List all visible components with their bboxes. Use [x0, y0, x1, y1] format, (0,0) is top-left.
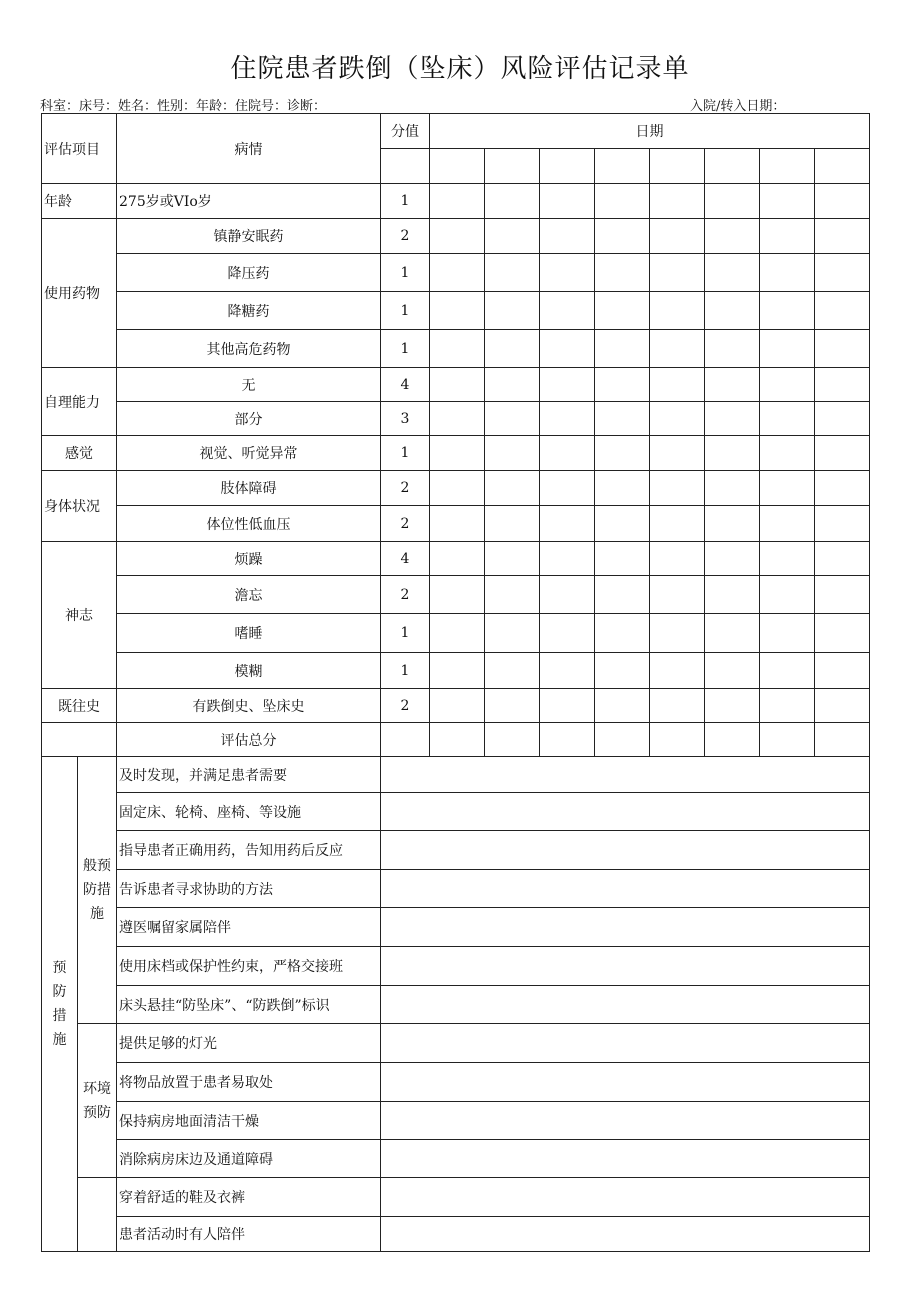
measure-row — [42, 1102, 870, 1140]
row-label: 模糊 — [117, 653, 381, 689]
date-cell[interactable] — [595, 149, 650, 184]
row-score: 1 — [381, 330, 430, 368]
row-agitation — [42, 542, 870, 576]
category-history: 既往史 — [42, 689, 117, 723]
row-score: 4 — [381, 542, 430, 576]
measure-row — [42, 1140, 870, 1178]
category-mind: 神志 — [42, 542, 117, 689]
row-label: 烦躁 — [117, 542, 381, 576]
row-label: 降糖药 — [117, 292, 381, 330]
date-cell[interactable] — [815, 149, 870, 184]
measure-label: 遵医嘱留家属陪伴 — [117, 908, 381, 947]
total-score-label: 评估总分 — [117, 723, 381, 757]
row-score: 2 — [381, 471, 430, 506]
measure-row — [42, 908, 870, 947]
row-label: 无 — [117, 368, 381, 402]
row-score: 1 — [381, 184, 430, 219]
row-score: 2 — [381, 689, 430, 723]
row-label: 275岁或VIo岁 — [117, 184, 381, 219]
row-limb — [42, 471, 870, 506]
measure-row — [42, 986, 870, 1024]
row-label: 镇静安眠药 — [117, 219, 381, 254]
measure-label: 患者活动时有人陪伴 — [117, 1217, 381, 1252]
category-body: 身体状况 — [42, 471, 117, 542]
row-score: 1 — [381, 653, 430, 689]
row-label: 澹忘 — [117, 576, 381, 614]
row-score: 2 — [381, 506, 430, 542]
measure-label: 提供足够的灯光 — [117, 1024, 381, 1063]
row-score: 2 — [381, 576, 430, 614]
date-cell[interactable] — [705, 149, 760, 184]
row-hypoglycemic — [42, 292, 870, 330]
category-sense: 感觉 — [42, 436, 117, 471]
date-cell[interactable] — [540, 149, 595, 184]
row-selfcare-none — [42, 368, 870, 402]
environment-prevention-label: 环境预防 — [78, 1024, 117, 1178]
measure-label: 消除病房床边及通道障碍 — [117, 1140, 381, 1178]
row-label: 视觉、听觉异常 — [117, 436, 381, 471]
row-blurred — [42, 653, 870, 689]
measure-row — [42, 793, 870, 831]
measure-row — [42, 1217, 870, 1252]
row-label: 部分 — [117, 402, 381, 436]
general-prevention-label: 般预防措施 — [78, 757, 117, 1024]
fall-risk-table — [41, 113, 870, 1252]
header-condition: 病情 — [117, 114, 381, 184]
measure-label: 床头悬挂“防坠床”、“防跌倒”标识 — [117, 986, 381, 1024]
measure-label: 告诉患者寻求协助的方法 — [117, 870, 381, 908]
measure-label: 指导患者正确用药，告知用药后反应 — [117, 831, 381, 870]
measure-label: 保持病房地面清洁干燥 — [117, 1102, 381, 1140]
category-age: 年龄 — [42, 184, 117, 219]
measure-row — [42, 831, 870, 870]
row-label: 嗜睡 — [117, 614, 381, 653]
row-score: 1 — [381, 292, 430, 330]
measure-label: 固定床、轮椅、座椅、等设施 — [117, 793, 381, 831]
admission-date-label: 入院/转入日期： — [690, 99, 786, 114]
measure-label: 及时发现，并满足患者需要 — [117, 757, 381, 793]
header-date: 日期 — [430, 114, 870, 149]
date-cell[interactable] — [760, 149, 815, 184]
row-sedative — [42, 219, 870, 254]
row-age — [42, 184, 870, 219]
row-antihypertensive — [42, 254, 870, 292]
header-row — [42, 114, 870, 149]
measure-label: 将物品放置于患者易取处 — [117, 1063, 381, 1102]
date-cell[interactable] — [430, 149, 485, 184]
measure-row — [42, 757, 870, 793]
row-label: 肢体障碍 — [117, 471, 381, 506]
measure-row — [42, 870, 870, 908]
header-score: 分值 — [381, 114, 430, 149]
row-fall-history — [42, 689, 870, 723]
patient-info-line: 科室：床号：姓名：性别：年龄：住院号：诊断： — [40, 99, 327, 114]
category-drugs: 使用药物 — [42, 219, 117, 368]
row-delirium — [42, 576, 870, 614]
date-cell[interactable] — [650, 149, 705, 184]
row-label: 有跌倒史、坠床史 — [117, 689, 381, 723]
measure-row — [42, 1178, 870, 1217]
row-label: 其他高危药物 — [117, 330, 381, 368]
row-hypotension — [42, 506, 870, 542]
row-score: 4 — [381, 368, 430, 402]
row-score: 1 — [381, 614, 430, 653]
row-other-drugs — [42, 330, 870, 368]
row-score: 1 — [381, 254, 430, 292]
row-vision — [42, 436, 870, 471]
total-score-cell[interactable] — [381, 723, 430, 757]
row-label: 降压药 — [117, 254, 381, 292]
row-selfcare-partial — [42, 402, 870, 436]
measure-label: 穿着舒适的鞋及衣裤 — [117, 1178, 381, 1217]
row-total — [42, 723, 870, 757]
measure-row — [42, 1063, 870, 1102]
row-label: 体位性低血压 — [117, 506, 381, 542]
measure-row — [42, 1024, 870, 1063]
header-item: 评估项目 — [42, 114, 117, 184]
measure-label: 使用床档或保护性约束，严格交接班 — [117, 947, 381, 986]
row-drowsy — [42, 614, 870, 653]
row-score: 2 — [381, 219, 430, 254]
category-selfcare: 自理能力 — [42, 368, 117, 436]
prevention-label: 预防措施 — [42, 757, 78, 1252]
date-cell[interactable] — [485, 149, 540, 184]
form-title: 住院患者跌倒（坠床）风险评估记录单 — [230, 54, 690, 84]
measure-row — [42, 947, 870, 986]
row-score: 1 — [381, 436, 430, 471]
row-score: 3 — [381, 402, 430, 436]
